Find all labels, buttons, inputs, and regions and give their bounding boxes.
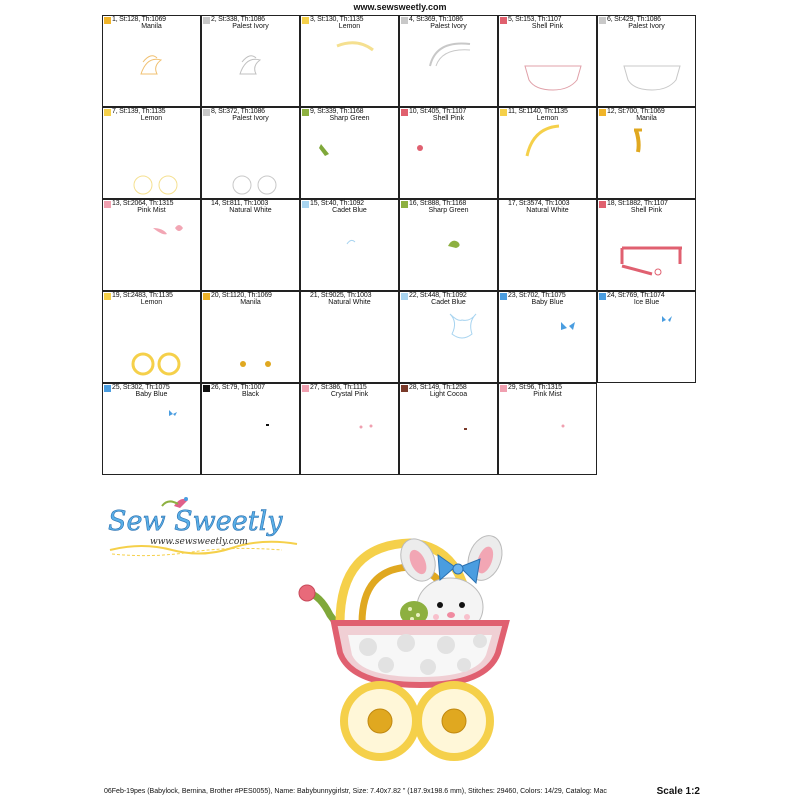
scale-label: Scale 1:2 (656, 786, 700, 797)
thread-name: Cadet Blue (431, 299, 466, 306)
color-stop-cell (102, 383, 201, 475)
color-stop-cell (399, 199, 498, 291)
color-stop-cell (201, 199, 300, 291)
color-stop-cell (102, 199, 201, 291)
color-stop-cell (597, 107, 696, 199)
stop-label: 23, St:702, Th:1075 (508, 292, 566, 299)
color-stop-cell (399, 383, 498, 475)
thread-name: Light Cocoa (429, 391, 468, 398)
thread-name: Natural White (229, 207, 272, 214)
stop-label: 22, St:448, Th:1092 (409, 292, 467, 299)
logo-url-text: www.sewsweetly.com (150, 537, 248, 547)
stop-label: 2, St:338, Th:1086 (211, 16, 265, 23)
thread-name: Crystal Pink (330, 391, 369, 398)
thread-name: Manila (240, 299, 261, 306)
stop-label: 14, St:811, Th:1003 (211, 200, 269, 207)
footer-info: pes (Babylock, Bernina, Brother #PES0055), Name: Babybunnygirlstr, Size: 7.40x7.82 " (187.9x198.6 mm), Stitches: 29460, Colors: 14/29, Catalog: Mac (133, 788, 607, 795)
baby-bunny-stroller-design (290, 525, 530, 775)
thread-name: Shell Pink (630, 207, 663, 214)
stop-label: 15, St:40, Th:1092 (310, 200, 364, 207)
stop-label: 19, St:2483, Th:1135 (112, 292, 173, 299)
stop-label: 27, St:386, Th:1115 (310, 384, 367, 391)
color-stop-cell (102, 291, 201, 383)
thread-name: Shell Pink (531, 23, 564, 30)
color-stop-cell (399, 15, 498, 107)
thread-name: Manila (141, 23, 162, 30)
thread-name: Ice Blue (633, 299, 660, 306)
stop-label: 6, St:429, Th:1086 (607, 16, 661, 23)
stop-label: 26, St:79, Th:1007 (211, 384, 265, 391)
stop-label: 16, St:888, Th:1168 (409, 200, 467, 207)
color-stop-cell (597, 199, 696, 291)
thread-name: Lemon (140, 115, 163, 122)
thread-name: Lemon (338, 23, 361, 30)
thread-name: Baby Blue (531, 299, 564, 306)
thread-name: Baby Blue (135, 391, 168, 398)
thread-name: Pink Mist (533, 391, 562, 398)
thread-name: Natural White (526, 207, 569, 214)
color-stop-cell (597, 291, 696, 383)
color-stop-cell (102, 15, 201, 107)
thread-name: Natural White (328, 299, 371, 306)
color-stop-cell (498, 107, 597, 199)
color-stop-cell (498, 291, 597, 383)
thread-name: Manila (636, 115, 657, 122)
stop-label: 12, St:700, Th:1069 (607, 108, 665, 115)
thread-name: Lemon (140, 299, 163, 306)
thread-name: Palest Ivory (430, 23, 467, 30)
thread-name: Black (241, 391, 260, 398)
color-stop-cell (201, 291, 300, 383)
stop-label: 18, St:1882, Th:1107 (607, 200, 668, 207)
color-stop-cell (201, 15, 300, 107)
stop-label: 5, St:153, Th:1107 (508, 16, 562, 23)
stop-label: 7, St:139, Th:1135 (112, 108, 166, 115)
color-stop-cell (399, 107, 498, 199)
stop-label: 25, St:302, Th:1075 (112, 384, 170, 391)
thread-name: Sharp Green (329, 115, 370, 122)
stop-label: 10, St:405, Th:1107 (409, 108, 467, 115)
file-info-footer (104, 787, 704, 797)
thread-name: Cadet Blue (332, 207, 367, 214)
thread-name: Pink Mist (137, 207, 166, 214)
stop-label: 13, St:2064, Th:1315 (112, 200, 174, 207)
stop-label: 28, St:149, Th:1258 (409, 384, 467, 391)
stop-label: 8, St:372, Th:1086 (211, 108, 265, 115)
stop-label: 17, St:3574, Th:1003 (508, 200, 570, 207)
color-stop-cell (201, 383, 300, 475)
color-stop-cell (300, 199, 399, 291)
color-stop-cell (498, 199, 597, 291)
logo-brand-text: Sew Sweetly (108, 506, 283, 537)
stop-label: 4, St:369, Th:1086 (409, 16, 463, 23)
thread-name: Palest Ivory (232, 115, 269, 122)
color-stop-cell (399, 291, 498, 383)
color-stop-cell (498, 15, 597, 107)
color-sequence-grid (102, 15, 698, 477)
thread-name: Lemon (536, 115, 559, 122)
color-stop-cell (300, 15, 399, 107)
stop-label: 20, St:1120, Th:1069 (211, 292, 272, 299)
site-url[interactable]: www.sewsweetly.com (353, 2, 447, 12)
footer-date: 06Feb-19 (104, 788, 134, 795)
stop-label: 24, St:769, Th:1074 (607, 292, 665, 299)
stop-label: 3, St:130, Th:1135 (310, 16, 364, 23)
thread-name: Sharp Green (428, 207, 469, 214)
color-stop-cell (498, 383, 597, 475)
color-stop-cell (597, 15, 696, 107)
thread-name: Palest Ivory (628, 23, 665, 30)
stop-label: 9, St:339, Th:1168 (310, 108, 364, 115)
stop-label: 21, St:9025, Th:1003 (310, 292, 372, 299)
stop-label: 1, St:128, Th:1069 (112, 16, 166, 23)
thread-name: Palest Ivory (232, 23, 269, 30)
color-stop-cell (102, 107, 201, 199)
color-stop-cell (300, 291, 399, 383)
stop-label: 11, St:1140, Th:1135 (508, 108, 568, 115)
color-stop-cell (300, 107, 399, 199)
sew-sweetly-logo (102, 484, 302, 564)
color-stop-cell (300, 383, 399, 475)
stop-label: 29, St:96, Th:1315 (508, 384, 562, 391)
color-stop-cell (201, 107, 300, 199)
thread-name: Shell Pink (432, 115, 465, 122)
